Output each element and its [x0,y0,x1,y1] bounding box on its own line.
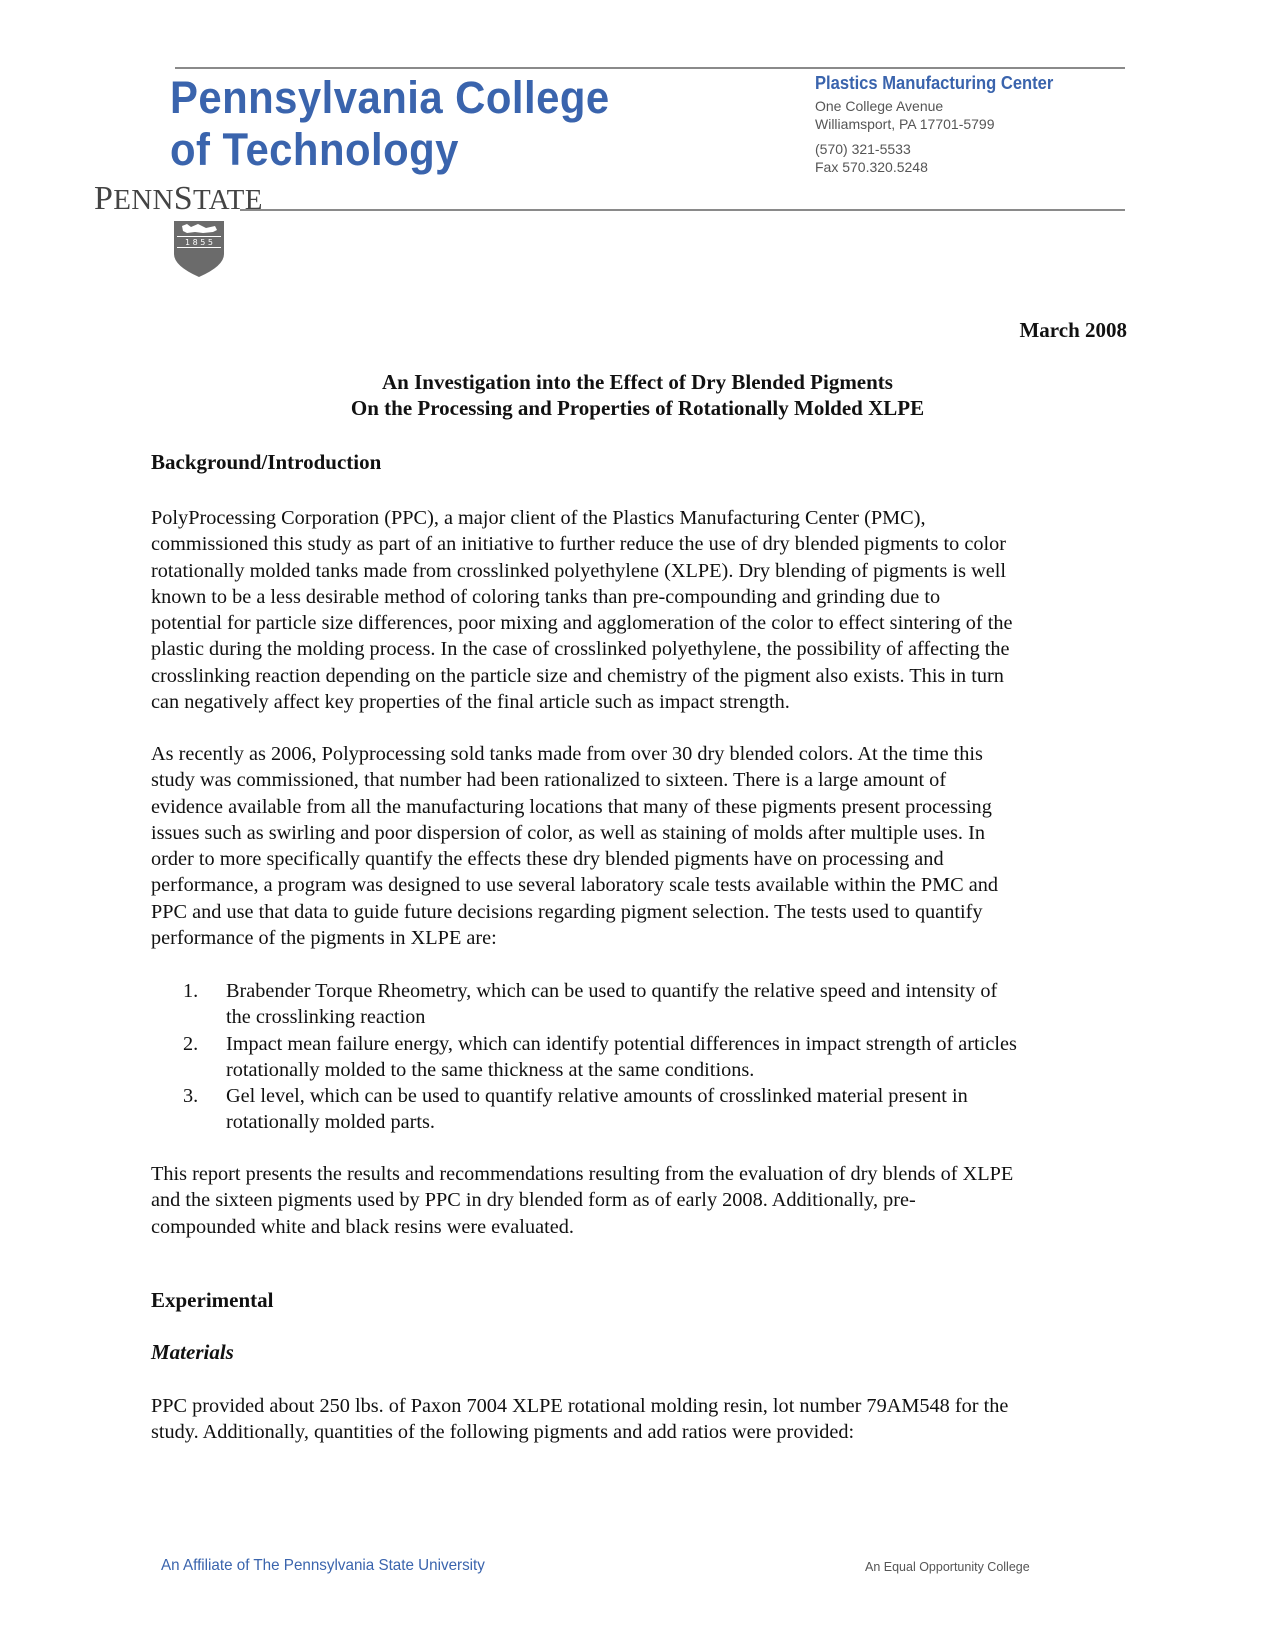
materials-heading: Materials [151,1340,234,1364]
letterhead-bottom-rule [240,209,1125,211]
paragraph-line: performance of the pigments in XLPE are: [151,927,497,950]
paragraph-line: As recently as 2006, Polyprocessing sold tanks made from over 30 dry blended colors. At the time this [151,743,983,765]
tests-list [183,978,1128,1136]
paragraph-line: evidence available from all the manufacturing locations that many of these pigments present processing [151,795,992,818]
background-heading: Background/Introduction [151,450,382,474]
address-line1: One College Avenue [815,98,944,114]
paragraph-line: can negatively affect key properties of the final article such as impact strength. [151,691,790,714]
document-title-line2: On the Processing and Properties of Rotationally Molded XLPE [350,396,925,420]
paragraph-line: rotationally molded tanks made from crosslinked polyethylene (XLPE). Dry blending of pigments is well [151,559,1007,582]
paragraph-line: This report presents the results and recommendations resulting from the evaluation of dry blends of XLPE [151,1163,1014,1185]
footer-equal-opportunity: An Equal Opportunity College [865,1560,1030,1574]
list-item-line: rotationally molded to the same thickness at the same conditions. [226,1058,755,1081]
experimental-heading: Experimental [151,1288,274,1312]
paragraph-line: commissioned this study as part of an initiative to further reduce the use of dry blended pigments to color [151,533,1006,556]
phone-number: (570) 321-5533 [815,141,911,157]
list-number: 2. [183,1032,199,1055]
paragraph-line: potential for particle size differences, poor mixing and agglomeration of the color to effect sintering of the [151,612,1013,635]
paragraph-line: study was commissioned, that number had been rationalized to sixteen. There is a large amount of [151,769,947,792]
list-item [183,978,1128,1031]
list-item [183,1031,1128,1084]
paragraph-2 [151,741,1126,951]
paragraph-line: PPC provided about 250 lbs. of Paxon 7004 XLPE rotational molding resin, lot number 79AM548 for the [151,1395,1009,1417]
seal-year: 1 8 5 5 [185,238,213,247]
paragraph-1 [151,505,1126,715]
paragraph-line: order to more specifically quantify the effects these dry blended pigments have on processing and [151,848,944,871]
center-name: Plastics Manufacturing Center [815,73,1054,93]
paragraph-line: study. Additionally, quantities of the following pigments and add ratios were provided: [151,1421,855,1444]
paragraph-line: issues such as swirling and poor dispersion of color, as well as staining of molds after multiple uses. In [151,821,985,844]
list-item [183,1083,1128,1136]
college-name-line1: Pennsylvania College [170,72,610,123]
paragraph-line: compounded white and black resins were evaluated. [151,1215,574,1238]
college-name-line2: of Technology [170,124,459,175]
paragraph-line: PPC and use that data to guide future decisions regarding pigment selection. The tests used to quantify [151,900,983,923]
paragraph-line: known to be a less desirable method of coloring tanks than pre-compounding and grinding due to [151,585,941,608]
list-item-line: rotationally molded parts. [226,1111,435,1134]
pennstate-wordmark: PENNSTATE [94,180,263,217]
list-number: 1. [183,980,199,1002]
paragraph-line: and the sixteen pigments used by PPC in dry blended form as of early 2008. Additionally, pre- [151,1189,916,1212]
list-item-line: Gel level, which can be used to quantify relative amounts of crosslinked material present in [226,1085,968,1108]
document-date: March 2008 [1019,318,1127,342]
footer-affiliate: An Affiliate of The Pennsylvania State University [161,1557,485,1574]
list-item-line: Brabender Torque Rheometry, which can be used to quantify the relative speed and intensity of [226,980,998,1002]
list-item-line: Impact mean failure energy, which can identify potential differences in impact strength of articles [226,1032,1017,1055]
list-item-line: the crosslinking reaction [226,1006,426,1029]
paragraph-line: crosslinking reaction depending on the particle size and chemistry of the pigment also exists. This in turn [151,664,1004,687]
paragraph-4 [151,1393,1126,1446]
document-title-line1: An Investigation into the Effect of Dry Blended Pigments [382,370,893,394]
pennstate-shield-logo [173,220,225,283]
paragraph-line: PolyProcessing Corporation (PPC), a major client of the Plastics Manufacturing Center (PMC), [151,507,926,529]
paragraph-line: plastic during the molding process. In the case of crosslinked polyethylene, the possibility of affecting the [151,638,1010,661]
fax-number: Fax 570.320.5248 [815,159,928,175]
address-line2: Williamsport, PA 17701-5799 [815,116,995,132]
list-number: 3. [183,1085,199,1108]
paragraph-3 [151,1161,1126,1240]
college-name [170,72,610,176]
top-rule [175,67,1125,69]
paragraph-line: performance, a program was designed to use several laboratory scale tests available within the PMC and [151,874,999,897]
